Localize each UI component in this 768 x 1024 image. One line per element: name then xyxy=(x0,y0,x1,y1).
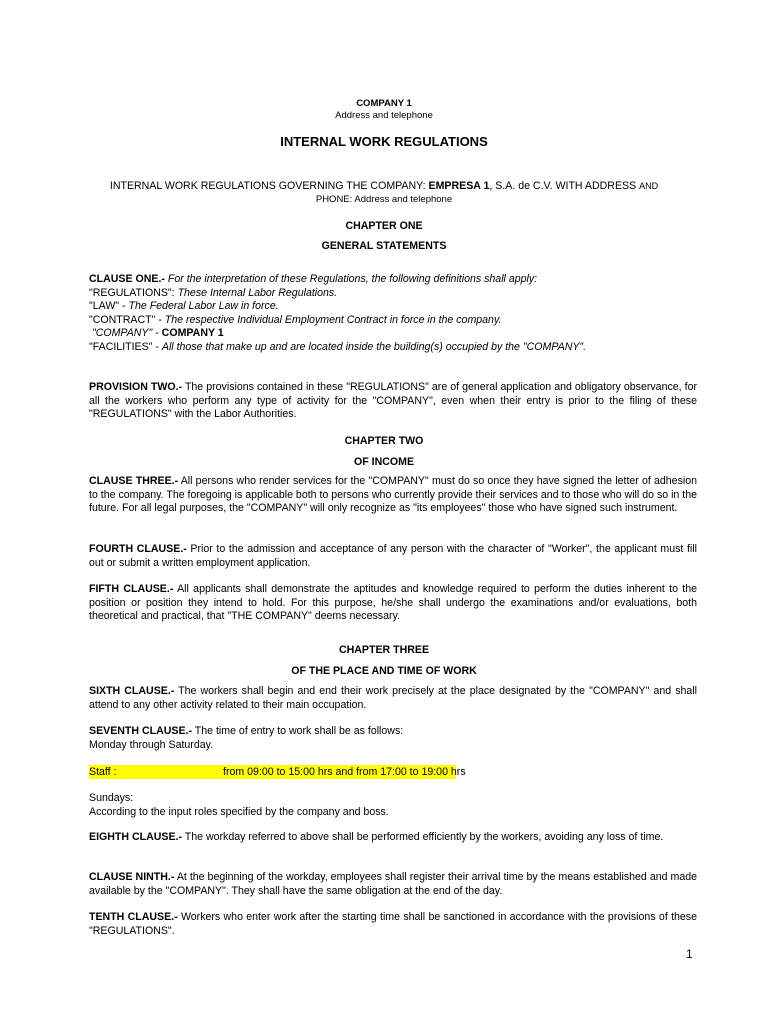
definition-company: "COMPANY" - COMPANY 1 xyxy=(89,327,224,339)
definition-contract: "CONTRACT" - The respective Individual Employment Contract in force in the company. xyxy=(89,313,502,326)
clause-eight: EIGHTH CLAUSE.- The workday referred to above shall be performed efficiently by the workers, avoiding any loss of time. xyxy=(89,831,664,843)
staff-label: Staff : xyxy=(89,766,117,778)
chapter-two-subtitle: OF INCOME xyxy=(353,456,415,468)
chapter-one-subtitle: GENERAL STATEMENTS xyxy=(321,240,447,252)
clause-four: FOURTH CLAUSE.- Prior to the admission and acceptance of any person with the character of "Worker", the applicant must fill out or submit a written employment application. xyxy=(89,543,697,569)
staff-hours-highlight xyxy=(89,765,466,779)
page-number: 1 xyxy=(686,947,693,961)
sundays: Sundays: According to the input roles specified by the company and boss. xyxy=(89,792,389,818)
staff-hours: from 09:00 to 15:00 hrs and from 17:00 to 19:00 hrs xyxy=(223,766,466,778)
clause-six: SIXTH CLAUSE.- The workers shall begin and end their work precisely at the place designated by the "COMPANY" and shall attend to any other activity related to their main occupation. xyxy=(89,685,697,711)
definition-law: "LAW" - The Federal Labor Law in force. xyxy=(89,300,279,312)
chapter-three-title: CHAPTER THREE xyxy=(338,644,430,656)
chapter-two-title: CHAPTER TWO xyxy=(344,435,424,447)
chapter-one-title: CHAPTER ONE xyxy=(345,220,423,232)
clause-one: CLAUSE ONE.- For the interpretation of these Regulations, the following definitions shall apply: "REGULATIONS": These Internal Labor Regulations. "LAW" - The Federal Labor Law in force. "CONTRACT" - The respective Individual Employment Contract in force in the company. "COMPANY" - COMPANY 1 "FACILITIES" - All those that make up and are located inside the building(s) occupied by the "COMPANY". xyxy=(89,273,697,354)
clause-three: CLAUSE THREE.- All persons who render services for the "COMPANY" must do so once they have signed the letter of adhesion to the company. The foregoing is applicable both to persons who currently provide their services and to those who will do so in the future. For all legal purposes, the "COMPANY" will only recognize as "its employees" those who have signed such instrument. xyxy=(89,475,698,514)
chapter-three-subtitle: OF THE PLACE AND TIME OF WORK xyxy=(291,665,477,677)
company-name: COMPANY 1 xyxy=(356,98,412,109)
company-address: Address and telephone xyxy=(335,110,433,121)
clause-nine: CLAUSE NINTH.- At the beginning of the workday, employees shall register their arrival time by the means established and made available by the "COMPANY". They shall have the same obligation at the end of the day. xyxy=(89,871,697,897)
intro-line-1: INTERNAL WORK REGULATIONS GOVERNING THE COMPANY: EMPRESA 1, S.A. de C.V. WITH ADDRESS AND xyxy=(109,180,659,192)
definition-facilities: "FACILITIES" - All those that make up and are located inside the building(s) occupied by the "COMPANY". xyxy=(89,340,587,353)
document-title: INTERNAL WORK REGULATIONS xyxy=(280,134,488,149)
clause-five: FIFTH CLAUSE.- All applicants shall demonstrate the aptitudes and knowledge required to perform the duties inherent to the position or position they intend to hold. For this purpose, he/she shall undergo the examinations and/or evaluations, both theoretical and practical, that "THE COMPANY" deems necessary. xyxy=(89,583,698,622)
clause-seven: SEVENTH CLAUSE.- The time of entry to work shall be as follows: Monday through Saturday. xyxy=(89,725,404,751)
clause-ten: TENTH CLAUSE.- Workers who enter work after the starting time shall be sanctioned in accordance with the provisions of these "REGULATIONS". xyxy=(89,911,697,937)
intro-line-2: PHONE: Address and telephone xyxy=(315,194,453,205)
definition-regulations: "REGULATIONS": These Internal Labor Regulations. xyxy=(89,286,338,299)
provision-two: PROVISION TWO.- The provisions contained in these "REGULATIONS" are of general application and obligatory observance, for all the workers who perform any type of activity for the "COMPANY", even when their entry is prior to the filing of these "REGULATIONS" with the Labor Authorities. xyxy=(89,381,697,420)
